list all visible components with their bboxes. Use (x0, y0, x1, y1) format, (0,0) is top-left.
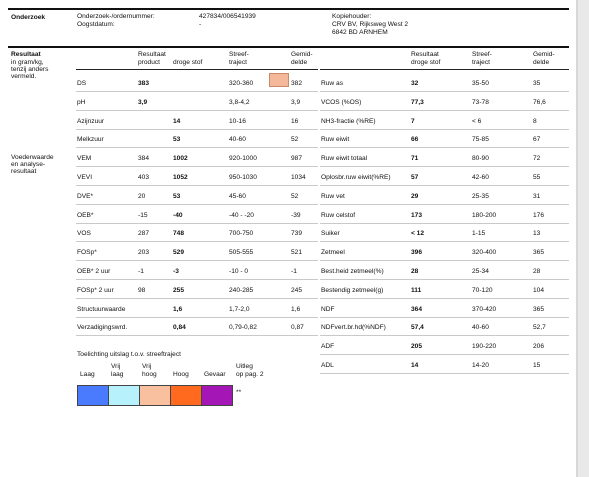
section-rule (8, 46, 569, 48)
row-average: 739 (291, 230, 303, 237)
row-separator (320, 223, 569, 224)
ds-highlight-swatch (269, 73, 289, 87)
row-average: 176 (533, 212, 545, 219)
row-average: 8 (533, 118, 537, 125)
row-target-range: 40-60 (472, 324, 489, 331)
row-separator (76, 260, 318, 261)
row-average: 245 (291, 287, 303, 294)
row-dry-matter-value: 53 (173, 136, 181, 143)
row-target-range: 42-60 (472, 174, 489, 181)
row-result-value: < 12 (411, 230, 425, 237)
row-separator (320, 241, 569, 242)
row-target-range: 190-220 (472, 343, 497, 350)
row-average: 52 (291, 193, 299, 200)
col-header-range: Streef- (472, 51, 492, 58)
row-label: VEM (77, 155, 92, 162)
row-average: 382 (291, 80, 303, 87)
row-separator (76, 185, 318, 186)
row-result-value: 71 (411, 155, 419, 162)
row-separator (76, 91, 318, 92)
col-header-dry-matter: droge stof (173, 59, 203, 66)
col-header-result: Resultaat (411, 51, 439, 58)
row-dry-matter-value: 1052 (173, 174, 188, 181)
col-header-range: traject (472, 59, 490, 66)
row-average: 3,9 (291, 99, 301, 106)
row-average: 1,6 (291, 306, 301, 313)
row-separator (76, 110, 318, 111)
row-label: VCOS (%OS) (321, 99, 362, 106)
row-label: Structuurwaarde (77, 306, 126, 313)
row-separator (320, 147, 569, 148)
legend-label: laag (111, 371, 124, 378)
row-result-value: 111 (411, 287, 422, 294)
row-label: Best.heid zetmeel(%) (321, 268, 384, 275)
legend-swatch (170, 385, 202, 406)
row-target-range: 1,7-2,0 (229, 306, 250, 313)
left-header-rule (76, 69, 318, 70)
row-average: 104 (533, 287, 545, 294)
row-target-range: 920-1000 (229, 155, 257, 162)
row-separator (320, 110, 569, 111)
col-header-average: Gemid- (291, 51, 313, 58)
row-label: Ruw vet (321, 193, 345, 200)
row-separator (320, 354, 569, 355)
row-target-range: 700-750 (229, 230, 254, 237)
row-result-value: 28 (411, 268, 419, 275)
row-product-value: 287 (138, 230, 150, 237)
col-header-average: delde (291, 59, 308, 66)
row-target-range: -40 - -20 (229, 212, 254, 219)
row-separator (76, 298, 318, 299)
row-target-range: 80-90 (472, 155, 489, 162)
legend-label: hoog (142, 371, 157, 378)
row-label: Melkzuur (77, 136, 104, 143)
row-dry-matter-value: 1,6 (173, 306, 183, 313)
row-result-value: 7 (411, 118, 415, 125)
row-target-range: 370-420 (472, 306, 497, 313)
order-number: 427834/006541939 (199, 13, 256, 20)
row-target-range: 25-35 (472, 193, 489, 200)
row-average: 67 (533, 136, 541, 143)
row-target-range: 40-60 (229, 136, 246, 143)
row-average: -39 (291, 212, 301, 219)
row-average: 31 (533, 193, 541, 200)
row-dry-matter-value: 14 (173, 118, 181, 125)
row-separator (320, 204, 569, 205)
row-dry-matter-value: 529 (173, 249, 185, 256)
row-label: FOSp* (77, 249, 97, 256)
row-result-value: 396 (411, 249, 423, 256)
row-label: Zetmeel (321, 249, 345, 256)
legend-label: Laag (80, 371, 95, 378)
row-dry-matter-value: 53 (173, 193, 181, 200)
row-label: Ruw as (321, 80, 343, 87)
row-result-value: 77,3 (411, 99, 424, 106)
row-product-value: 3,9 (138, 99, 148, 106)
row-result-value: 29 (411, 193, 419, 200)
row-dry-matter-value: -40 (173, 212, 183, 219)
row-label: Ruw eiwit (321, 136, 350, 143)
row-label: NDF (321, 306, 335, 313)
row-separator (76, 147, 318, 148)
row-separator (76, 166, 318, 167)
row-label: NDFvert.br.hd(%NDF) (321, 324, 386, 331)
col-header-range: Streef- (229, 51, 249, 58)
legend-note: ** (236, 389, 242, 396)
col-header-result: droge stof (411, 59, 441, 66)
legend-label: Gevaar (204, 371, 226, 378)
row-label: pH (77, 99, 86, 106)
legend-title: Toelichting uitslag t.o.v. streeftraject (77, 351, 181, 358)
owner-label: Kopiehouder: (332, 13, 372, 20)
row-average: 16 (291, 118, 299, 125)
legend-label: Vrij (142, 363, 152, 370)
row-product-value: 403 (138, 174, 150, 181)
legend-swatch (201, 385, 233, 406)
row-target-range: 70-120 (472, 287, 493, 294)
row-target-range: 180-200 (472, 212, 497, 219)
harvest-date: - (199, 21, 202, 28)
row-separator (320, 129, 569, 130)
row-target-range: 505-555 (229, 249, 254, 256)
legend-explain: op pag. 2 (236, 371, 264, 378)
row-result-value: 364 (411, 306, 423, 313)
owner-name: CRV BV, Rijksweg West 2 (332, 21, 409, 28)
row-target-range: 75-85 (472, 136, 489, 143)
row-label: DVE* (77, 193, 94, 200)
row-label: Bestendig zetmeel(g) (321, 287, 384, 294)
owner-city: 6842 BD ARNHEM (332, 29, 388, 36)
row-target-range: 0,79-0,82 (229, 324, 257, 331)
row-label: OEB* (77, 212, 94, 219)
right-header-rule (320, 69, 569, 70)
row-product-value: 384 (138, 155, 150, 162)
row-separator (76, 335, 318, 336)
row-separator (320, 298, 569, 299)
row-target-range: 1-15 (472, 230, 486, 237)
row-separator (76, 204, 318, 205)
col-header-product: Resultaat (138, 51, 166, 58)
row-separator (76, 241, 318, 242)
row-average: 365 (533, 306, 545, 313)
legend-label: Hoog (173, 371, 189, 378)
row-separator (320, 373, 569, 374)
row-average: 52 (291, 136, 299, 143)
row-result-value: 66 (411, 136, 419, 143)
row-label: NH3-fractie (%RE) (321, 118, 376, 125)
header-top-rule (8, 8, 569, 10)
row-result-value: 205 (411, 343, 423, 350)
row-dry-matter-value: -3 (173, 268, 179, 275)
row-average: 76,6 (533, 99, 546, 106)
row-separator (320, 91, 569, 92)
row-dry-matter-value: 1002 (173, 155, 188, 162)
legend-swatch (108, 385, 140, 406)
order-label: Onderzoek-/ordernummer: (77, 13, 155, 20)
row-label: FOSp* 2 uur (77, 287, 114, 294)
row-target-range: 35-50 (472, 80, 489, 87)
row-label: Ruw eiwit totaal (321, 155, 368, 162)
row-dry-matter-value: 255 (173, 287, 185, 294)
row-average: 206 (533, 343, 545, 350)
row-separator (320, 279, 569, 280)
legend-label: Vrij (111, 363, 121, 370)
row-average: 15 (533, 362, 541, 369)
row-label: ADL (321, 362, 334, 369)
row-average: 1034 (291, 174, 306, 181)
result-title: Resultaat (11, 51, 41, 58)
fodder-title-line: resultaat (11, 168, 37, 175)
fodder-title-line: Voederwaarde (11, 154, 54, 161)
row-average: 55 (533, 174, 541, 181)
harvest-label: Oogstdatum: (77, 21, 115, 28)
row-target-range: 10-16 (229, 118, 246, 125)
row-separator (320, 260, 569, 261)
row-average: 365 (533, 249, 545, 256)
row-separator (320, 166, 569, 167)
row-label: Verzadigingswrd. (77, 324, 128, 331)
col-header-product: product (138, 59, 160, 66)
row-separator (76, 317, 318, 318)
row-average: 521 (291, 249, 303, 256)
row-product-value: -15 (138, 212, 148, 219)
legend-explain: Uitleg (236, 363, 253, 370)
row-target-range: < 6 (472, 118, 482, 125)
row-separator (320, 185, 569, 186)
row-average: 13 (533, 230, 541, 237)
row-average: 28 (533, 268, 541, 275)
row-product-value: 203 (138, 249, 150, 256)
row-target-range: -10 - 0 (229, 268, 249, 275)
row-label: VEVI (77, 174, 93, 181)
row-result-value: 14 (411, 362, 419, 369)
row-result-value: 32 (411, 80, 419, 87)
row-separator (76, 223, 318, 224)
col-header-average: Gemid- (533, 51, 555, 58)
row-target-range: 950-1030 (229, 174, 257, 181)
result-desc-line: in gram/kg, (11, 59, 44, 66)
row-product-value: 20 (138, 193, 146, 200)
result-desc-line: tenzij anders (11, 66, 49, 73)
col-header-average: delde (533, 59, 550, 66)
row-average: 35 (533, 80, 541, 87)
legend-swatch (139, 385, 171, 406)
row-separator (76, 129, 318, 130)
row-average: -1 (291, 268, 297, 275)
row-dry-matter-value: 0,84 (173, 324, 186, 331)
row-average: 987 (291, 155, 303, 162)
section-label: Onderzoek (11, 14, 46, 21)
row-product-value: -1 (138, 268, 144, 275)
row-label: DS (77, 80, 87, 87)
row-average: 52,7 (533, 324, 546, 331)
row-target-range: 25-34 (472, 268, 489, 275)
row-target-range: 320-400 (472, 249, 497, 256)
row-product-value: 98 (138, 287, 146, 294)
result-desc-line: vermeld. (11, 73, 37, 80)
row-label: ADF (321, 343, 335, 350)
row-separator (76, 279, 318, 280)
row-target-range: 240-285 (229, 287, 254, 294)
row-target-range: 320-360 (229, 80, 254, 87)
row-product-value: 383 (138, 80, 150, 87)
col-header-range: traject (229, 59, 247, 66)
viewer-background (578, 0, 589, 477)
row-separator (320, 317, 569, 318)
row-target-range: 45-60 (229, 193, 246, 200)
row-label: OEB* 2 uur (77, 268, 111, 275)
row-target-range: 73-78 (472, 99, 489, 106)
row-label: Ruw celstof (321, 212, 356, 219)
row-target-range: 14-20 (472, 362, 489, 369)
fodder-title-line: en analyse- (11, 161, 46, 168)
row-result-value: 57 (411, 174, 419, 181)
row-dry-matter-value: 748 (173, 230, 185, 237)
row-label: Suiker (321, 230, 340, 237)
row-target-range: 3,8-4,2 (229, 99, 250, 106)
legend-swatch (77, 385, 109, 406)
row-separator (320, 335, 569, 336)
row-label: VOS (77, 230, 91, 237)
row-label: Oplosbr.ruw eiwit(%RE) (321, 174, 391, 181)
row-average: 72 (533, 155, 541, 162)
row-result-value: 173 (411, 212, 423, 219)
row-label: Azijnzuur (77, 118, 105, 125)
row-result-value: 57,4 (411, 324, 424, 331)
row-average: 0,87 (291, 324, 304, 331)
